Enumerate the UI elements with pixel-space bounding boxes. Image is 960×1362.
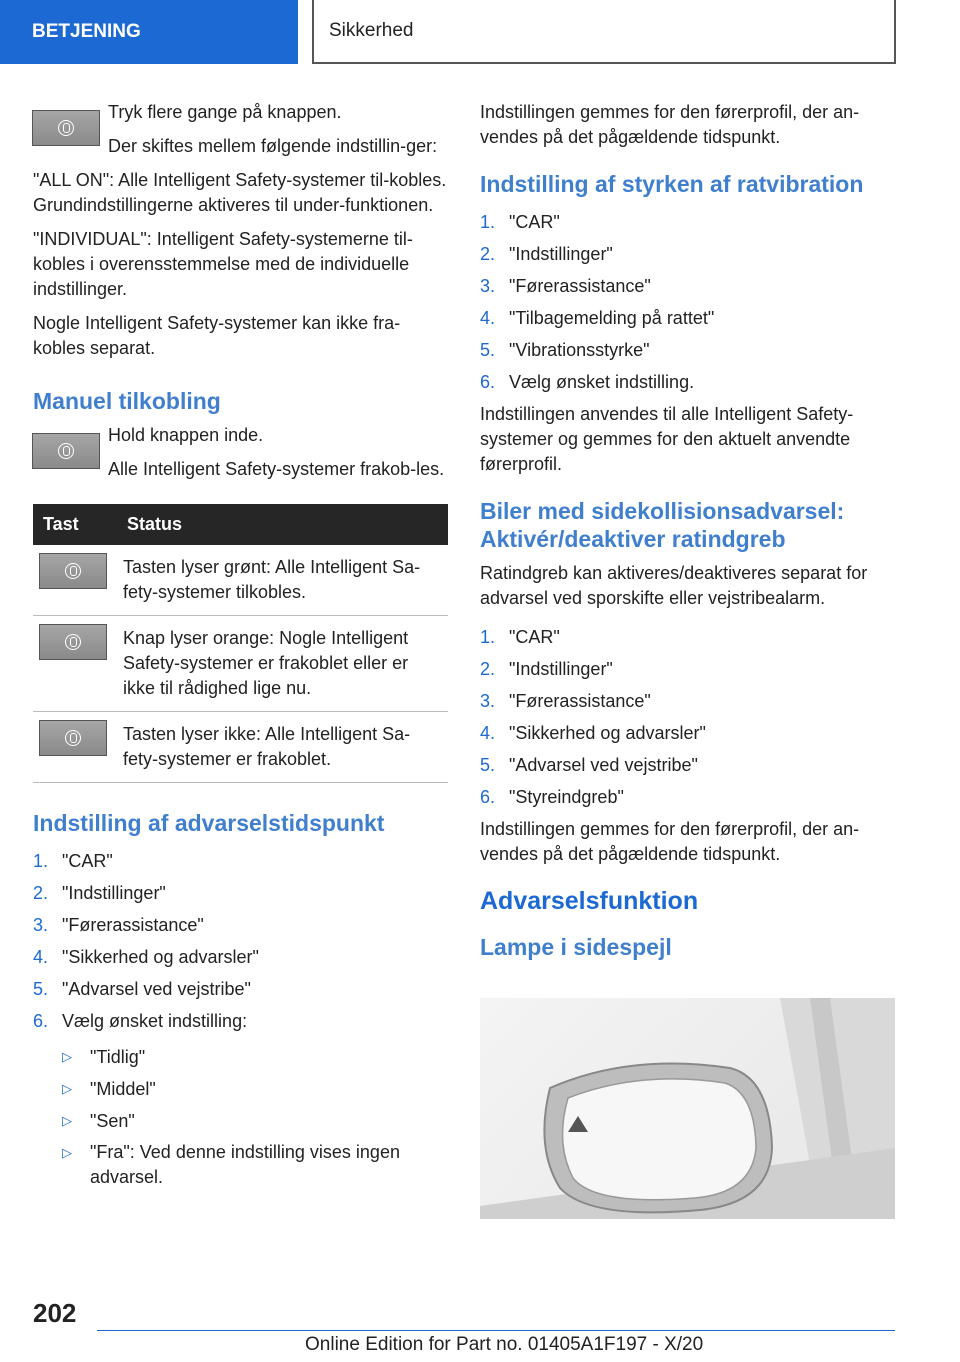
right-column <box>480 100 894 969</box>
table-header-row <box>33 504 448 545</box>
section-heading: Indstilling af advarselstidspunkt <box>33 810 385 836</box>
paragraph: "ALL ON": Alle Intelligent Safety-systemer til-kobles. Grundindstillingerne aktiveres til under-funktionen. <box>33 170 447 215</box>
safety-button-icon <box>58 443 74 459</box>
safety-button-image <box>39 553 107 589</box>
list-item: ▷ "Sen" <box>62 1105 447 1137</box>
paragraph: Indstillingen anvendes til alle Intelligent Safety-systemer og gemmes for den aktuelt anvendte førerprofil. <box>480 404 854 474</box>
paragraph: Tryk flere gange på knappen. <box>108 102 342 122</box>
table-row <box>33 545 448 616</box>
paragraph: Ratindgreb kan aktiveres/deaktiveres separat for advarsel ved sporskifte eller vejstribealarm. <box>480 563 868 608</box>
footer-divider <box>97 1330 895 1331</box>
paragraph: Indstillingen gemmes for den førerprofil, der an-vendes på det pågældende tidspunkt. <box>480 819 860 864</box>
list-item: 1. "CAR" <box>33 851 113 871</box>
list-item: 6. "Styreindgreb" <box>480 787 624 807</box>
safety-button-image <box>32 110 100 146</box>
paragraph: Nogle Intelligent Safety-systemer kan ikke fra-kobles separat. <box>33 313 401 358</box>
table-row <box>33 712 448 783</box>
section-heading: Lampe i sidespejl <box>480 934 672 960</box>
list-item: 1. "CAR" <box>480 212 560 232</box>
steps-list <box>33 845 447 1037</box>
list-item: 5. "Advarsel ved vejstribe" <box>480 755 698 775</box>
options-list <box>33 1041 447 1190</box>
table-cell-status: Tasten lyser grønt: Alle Intelligent Sa-fety-systemer tilkobles. <box>113 545 448 616</box>
section-heading: Manuel tilkobling <box>33 388 221 414</box>
paragraph: "INDIVIDUAL": Intelligent Safety-systemerne til-kobles i overensstemmelse med de individuelle indstillinger. <box>33 229 413 299</box>
safety-button-image <box>39 720 107 756</box>
safety-button-icon <box>65 730 81 746</box>
safety-button-icon <box>65 563 81 579</box>
paragraph: Alle Intelligent Safety-systemer frakob-les. <box>108 459 445 479</box>
list-item: 2. "Indstillinger" <box>480 244 613 264</box>
table-cell-status: Knap lyser orange: Nogle Intelligent Safety-systemer er frakoblet eller er ikke til rådighed lige nu. <box>113 616 448 712</box>
steps-list <box>480 621 894 813</box>
list-item: 6. Vælg ønsket indstilling: <box>33 1011 248 1031</box>
list-item: ▷ "Tidlig" <box>62 1041 447 1073</box>
table-row <box>33 616 448 712</box>
triangle-bullet-icon: ▷ <box>62 1145 72 1160</box>
steps-list <box>480 206 894 398</box>
paragraph: Indstillingen gemmes for den førerprofil, der an-vendes på det pågældende tidspunkt. <box>480 102 860 147</box>
list-item: 3. "Førerassistance" <box>480 691 651 711</box>
list-item: 4. "Tilbagemelding på rattet" <box>480 308 715 328</box>
list-item: 4. "Sikkerhed og advarsler" <box>33 947 259 967</box>
list-item: 1. "CAR" <box>480 627 560 647</box>
list-item: ▷ "Fra": Ved denne indstilling vises ingen advarsel. <box>62 1140 447 1190</box>
list-item: 6. Vælg ønsket indstilling. <box>480 372 695 392</box>
page-number: 202 <box>33 1298 77 1328</box>
triangle-bullet-icon: ▷ <box>62 1113 72 1128</box>
list-item: 3. "Førerassistance" <box>480 276 651 296</box>
list-item: 4. "Sikkerhed og advarsler" <box>480 723 706 743</box>
list-item: ▷ "Middel" <box>62 1073 447 1105</box>
chapter-title: Sikkerhed <box>329 20 414 41</box>
table-header-key: Tast <box>33 504 113 545</box>
side-mirror-illustration <box>480 998 895 1219</box>
status-table <box>33 504 448 783</box>
section-heading: Biler med sidekollisionsadvarsel: Aktivér/deaktiver ratindgreb <box>480 498 845 552</box>
safety-button-image <box>39 624 107 660</box>
list-item: 3. "Førerassistance" <box>33 915 204 935</box>
edition-text: Online Edition for Part no. 01405A1F197 - X/20 <box>305 1334 704 1355</box>
paragraph: Der skiftes mellem følgende indstillin-ger: <box>108 136 438 156</box>
table-header-status: Status <box>113 504 448 545</box>
table-cell-status: Tasten lyser ikke: Alle Intelligent Sa-fety-systemer er frakoblet. <box>113 712 448 783</box>
safety-button-image <box>32 433 100 469</box>
section-heading: Advarselsfunktion <box>480 887 699 915</box>
left-column <box>33 100 447 1190</box>
triangle-bullet-icon: ▷ <box>62 1049 72 1064</box>
list-item: 2. "Indstillinger" <box>480 659 613 679</box>
side-mirror-image <box>480 998 895 1219</box>
list-item: 2. "Indstillinger" <box>33 883 166 903</box>
chapter-header <box>312 0 896 64</box>
triangle-bullet-icon: ▷ <box>62 1081 72 1096</box>
section-title: BETJENING <box>32 21 141 42</box>
section-tab <box>0 0 298 64</box>
section-heading: Indstilling af styrken af ratvibration <box>480 171 864 197</box>
safety-button-icon <box>58 120 74 136</box>
list-item: 5. "Advarsel ved vejstribe" <box>33 979 251 999</box>
safety-button-icon <box>65 634 81 650</box>
list-item: 5. "Vibrationsstyrke" <box>480 340 650 360</box>
paragraph: Hold knappen inde. <box>108 425 264 445</box>
